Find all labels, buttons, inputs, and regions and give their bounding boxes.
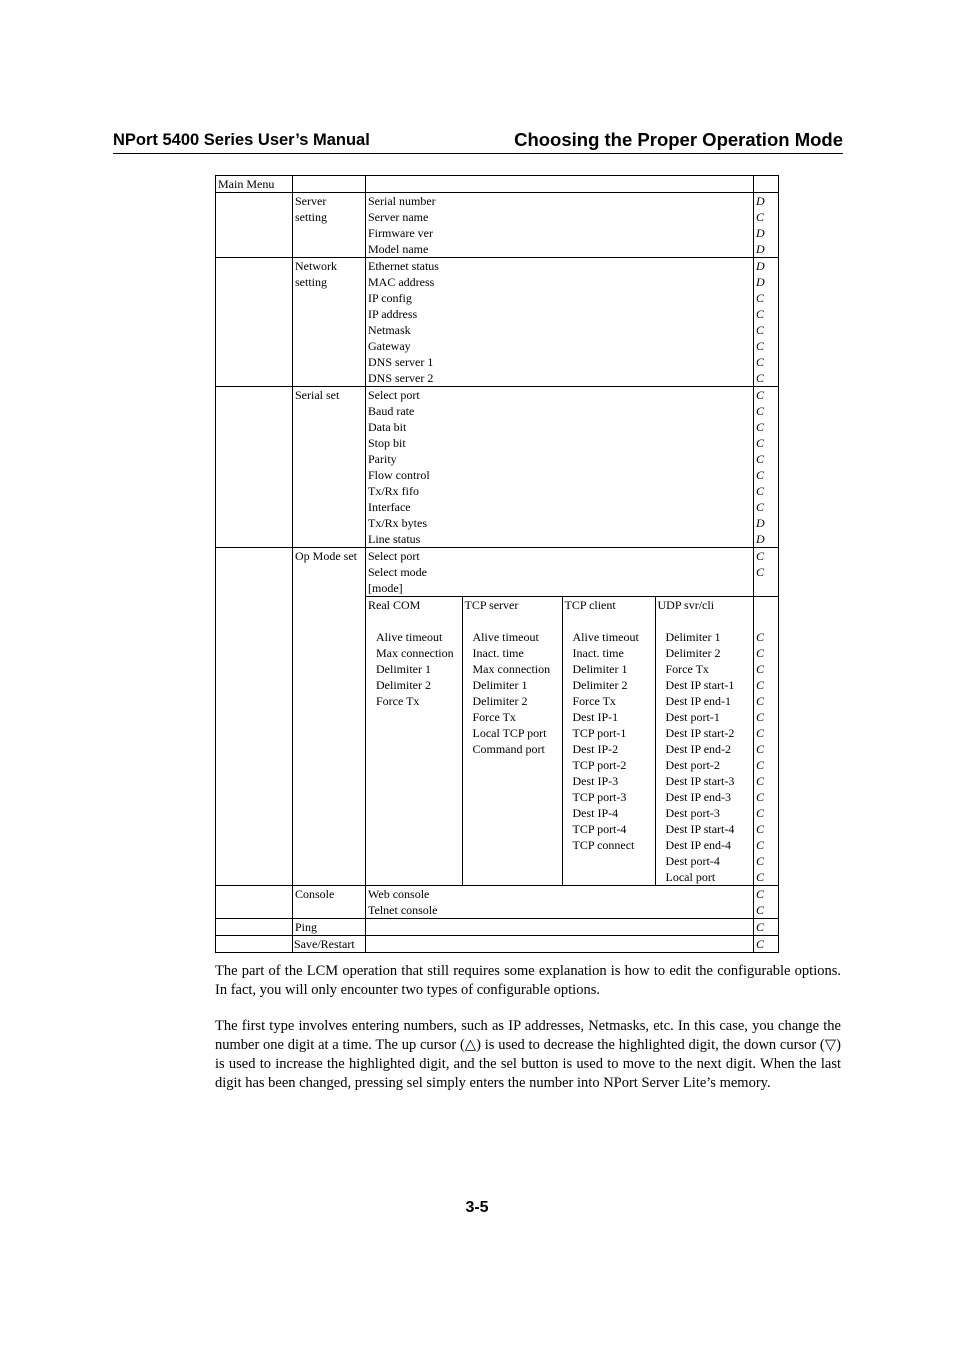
mode-codes: C C C C C C C C C C C C C C C C bbox=[756, 630, 765, 884]
console-items: Web console Telnet console bbox=[366, 886, 754, 919]
serial-set-codes: C C C C C C C C D D bbox=[754, 387, 779, 548]
ping-label: Ping bbox=[293, 919, 366, 936]
network-setting-codes: D D C C C C C C bbox=[754, 258, 779, 387]
mode-realcom-title: Real COM bbox=[368, 598, 421, 612]
table-row bbox=[216, 597, 779, 886]
mode-tcpserver-title: TCP server bbox=[464, 598, 519, 612]
table-row bbox=[216, 258, 779, 387]
page-number: 3-5 bbox=[465, 1199, 489, 1216]
op-mode-items: Select port Select mode [mode] bbox=[366, 548, 754, 597]
mode-tcpclient-title: TCP client bbox=[564, 598, 616, 612]
network-setting-label: Network setting bbox=[293, 258, 366, 387]
manual-title: NPort 5400 Series User’s Manual bbox=[113, 131, 370, 149]
mode-tcpserver-items: Alive timeout Inact. time Max connection Delimiter 1 Delimiter 2 Force Tx Local TCP port Command port bbox=[472, 630, 551, 756]
console-label: Console bbox=[293, 886, 366, 919]
op-mode-codes: C C bbox=[754, 548, 779, 597]
table-row bbox=[216, 193, 779, 258]
op-mode-label: Op Mode set bbox=[293, 548, 366, 597]
console-codes: C C bbox=[754, 886, 779, 919]
lcm-menu-table bbox=[215, 175, 779, 953]
mode-subtable bbox=[366, 597, 753, 885]
paragraph-configurable-options: The part of the LCM operation that still requires some explanation is how to edit the configurable options. In fact, you will only encounter two types of configurable options. bbox=[215, 963, 841, 998]
server-setting-label: Server setting bbox=[293, 193, 366, 258]
network-setting-items: Ethernet status MAC address IP config IP address Netmask Gateway DNS server 1 DNS server 2 bbox=[366, 258, 754, 387]
mode-tcpclient-items: Alive timeout Inact. time Delimiter 1 Delimiter 2 Force Tx Dest IP-1 TCP port-1 Dest IP-2 TCP port-2 Dest IP-3 TCP port-3 Dest IP-4 TCP port-4 TCP connect bbox=[572, 630, 639, 852]
table-row bbox=[216, 919, 779, 936]
ping-code: C bbox=[754, 919, 779, 936]
mode-realcom-items: Alive timeout Max connection Delimiter 1 Delimiter 2 Force Tx bbox=[376, 630, 454, 708]
mode-udp-items: Delimiter 1 Delimiter 2 Force Tx Dest IP start-1 Dest IP end-1 Dest port-1 Dest IP start-2 Dest IP end-2 Dest port-2 Dest IP start-3 Dest IP end-3 Dest port-3 Dest IP start-4 Dest IP end-4 Dest port-4 Local port bbox=[665, 630, 735, 884]
server-setting-items: Serial number Server name Firmware ver Model name bbox=[366, 193, 754, 258]
table-row bbox=[216, 176, 779, 193]
main-menu-label: Main Menu bbox=[216, 176, 293, 193]
save-restart-code: C bbox=[754, 936, 779, 953]
serial-set-items: Select port Baud rate Data bit Stop bit Parity Flow control Tx/Rx fifo Interface Tx/Rx bytes Line status bbox=[366, 387, 754, 548]
paragraph-number-entry: The first type involves entering numbers, such as IP addresses, Netmasks, etc. In this case, you change the number one digit at a time. The up cursor (△) is used to decrease the highlighted digit, the down cursor (▽) is used to increase the highlighted digit, and the sel button is used to move to the next digit. When the last digit has been changed, pressing sel simply enters the number into NPort Server Lite’s memory. bbox=[215, 1018, 841, 1091]
table-row bbox=[216, 886, 779, 919]
save-restart-label: Save/Restart bbox=[293, 936, 366, 953]
table-row bbox=[216, 936, 779, 953]
table-row bbox=[216, 387, 779, 548]
serial-set-label: Serial set bbox=[293, 387, 366, 548]
chapter-title: Choosing the Proper Operation Mode bbox=[514, 129, 843, 150]
table-row bbox=[216, 548, 779, 597]
server-setting-codes: D C D D bbox=[754, 193, 779, 258]
mode-udp-title: UDP svr/cli bbox=[657, 598, 715, 612]
page-header bbox=[113, 129, 843, 154]
